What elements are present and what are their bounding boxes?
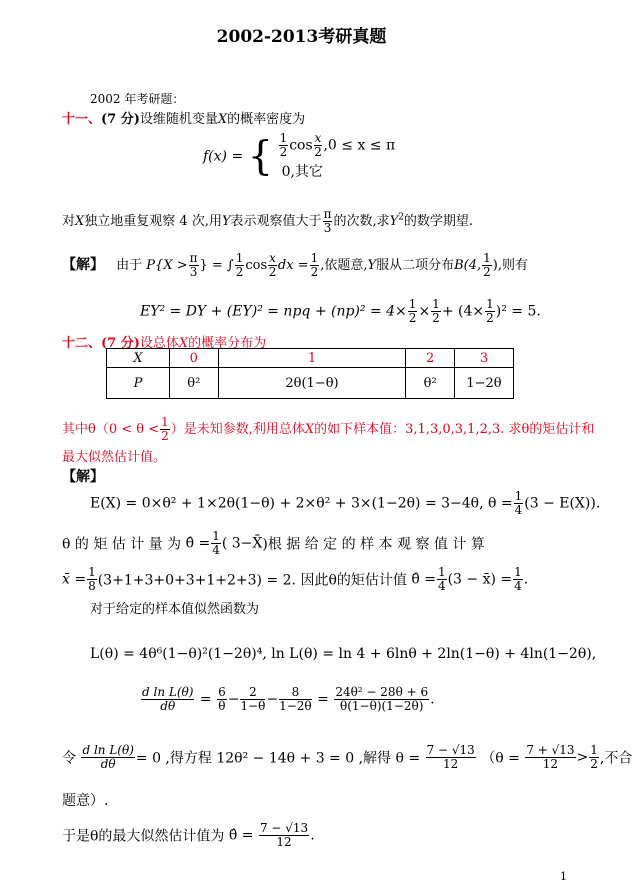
likelihood-intro: 对于给定的样本值似然函数为	[90, 602, 260, 617]
table-header-cell: 2	[406, 349, 455, 368]
q12-condition: 其中θ（0 < θ < $\frac{1}{2}$ ）是未知参数,利用总体X的如下样本值：3,1,3,0,3,1,2,3. 求θ的矩估计和	[62, 415, 595, 443]
table-header-cell: 0	[170, 349, 219, 368]
table-header-cell: 3	[455, 349, 514, 368]
q11-stem: 设维随机变量	[139, 112, 218, 127]
moment-estimator: θ 的 矩 估 计 量 为 θ̂ = $\frac{1}{4}$ ( 3−X̄)根 据 给 定 的 样 本 观 察 值 计 算	[62, 529, 485, 557]
ey-formula: EY² = DY + (EY)² = npq + (np)² = 4× $\frac{1}{2}$ × $\frac{1}{2}$ + (4× $\frac{1}{2}$ )² = 5.	[140, 297, 541, 325]
page-title: 2002-2013考研真题	[216, 27, 387, 47]
q12-points: (7 分)	[101, 336, 140, 351]
q11-heading	[62, 108, 305, 127]
q11-stem2: 的概率密度为	[227, 112, 306, 127]
q11-statement: 对X独立地重复观察 4 次,用Y表示观察值大于 $\frac{\pi}{3}$ 的次数,求$Y^2$的数学期望.	[62, 207, 474, 235]
distribution-table	[106, 348, 514, 399]
density-formula: f(x) = { $\frac{1}{2}$ cos $\frac{x}{2}$ ,0 ≤ x ≤ π 0,其它	[203, 131, 396, 180]
table-cell: 1−2θ	[455, 368, 514, 399]
q12-condition-2: 最大似然估计值。	[62, 450, 167, 465]
q12-heading: 十二、(7 分)设总体X的概率分布为	[62, 336, 267, 351]
solve-line: 令 $\frac{\text{d ln L(θ)}}{d\theta}$ = 0 ,得方程 12θ² − 14θ + 3 = 0 ,解得 θ = $\frac{7 - √13}{12}$ （θ = $\frac{7 + √13}{12}$ > $\frac{1}{2}$ ,不合	[62, 743, 632, 771]
fx-symbol: f(x)	[203, 148, 228, 165]
solve-line-2: 题意）.	[62, 793, 109, 809]
table-header-cell: X	[107, 349, 170, 368]
table-cell: 2θ(1−θ)	[218, 368, 406, 399]
ex-formula: E(X) = 0×θ² + 1×2θ(1−θ) + 2×θ² + 3×(1−2θ) = 3−4θ, θ = $\frac{1}{4}$ (3 − E(X)).	[90, 489, 601, 517]
case1-range: ,0 ≤ x ≤ π	[323, 137, 396, 154]
brace-icon: {	[247, 133, 274, 180]
table-cell: θ²	[406, 368, 455, 399]
q11-points: (7 分)	[101, 112, 140, 127]
table-header-cell: 1	[218, 349, 406, 368]
q11-solution: 【解】 由于 P{X > $\frac{\pi}{3}$ } = ∫ $\frac{1}{2}$ cos $\frac{x}{2}$ dx = $\frac{1}{2}$ ,依题意,Y服从二项分布B(4, $\frac{1}{2}$ ),则有	[62, 251, 528, 279]
final-answer: 于是θ的最大似然估计值为 θ̂ = $\frac{7 - √13}{12}$ .	[62, 821, 315, 849]
likelihood-formula: L(θ) = 4θ⁶(1−θ)²(1−2θ)⁴, ln L(θ) = ln 4 + 6lnθ + 2ln(1−θ) + 4ln(1−2θ),	[90, 646, 597, 662]
case2: 0,其它	[281, 164, 323, 180]
table-cell: θ²	[170, 368, 219, 399]
q11-label: 十一、	[62, 112, 102, 127]
q11-sol-label: 【解】	[62, 257, 104, 273]
table-row	[107, 349, 514, 368]
table-cell: P	[107, 368, 170, 399]
xbar-line: x̄ = $\frac{1}{8}$ (3+1+3+0+3+1+2+3) = 2. 因此θ的矩估计值 θ̂ = $\frac{1}{4}$ (3 − x̄) = $\frac{1}{4}$ .	[62, 565, 529, 593]
year-label: 2002 年考研题：	[90, 92, 185, 106]
table-row	[107, 368, 514, 399]
q11-var: X	[217, 112, 228, 127]
q12-sol-label: 【解】	[62, 469, 104, 485]
derivative-formula: $\frac{\text{d ln L(θ)}}{d\theta}$ = $\frac{6}{\theta}$ − $\frac{2}{1-\theta}$ − $\frac{8}{1-2\theta}$ = $\frac{\text{24θ² − 28θ + 6}}{\theta(1-\theta)(1-2\theta)}$ .	[142, 685, 435, 713]
page-number: 1	[560, 870, 567, 883]
q12-label: 十二、	[62, 336, 102, 351]
